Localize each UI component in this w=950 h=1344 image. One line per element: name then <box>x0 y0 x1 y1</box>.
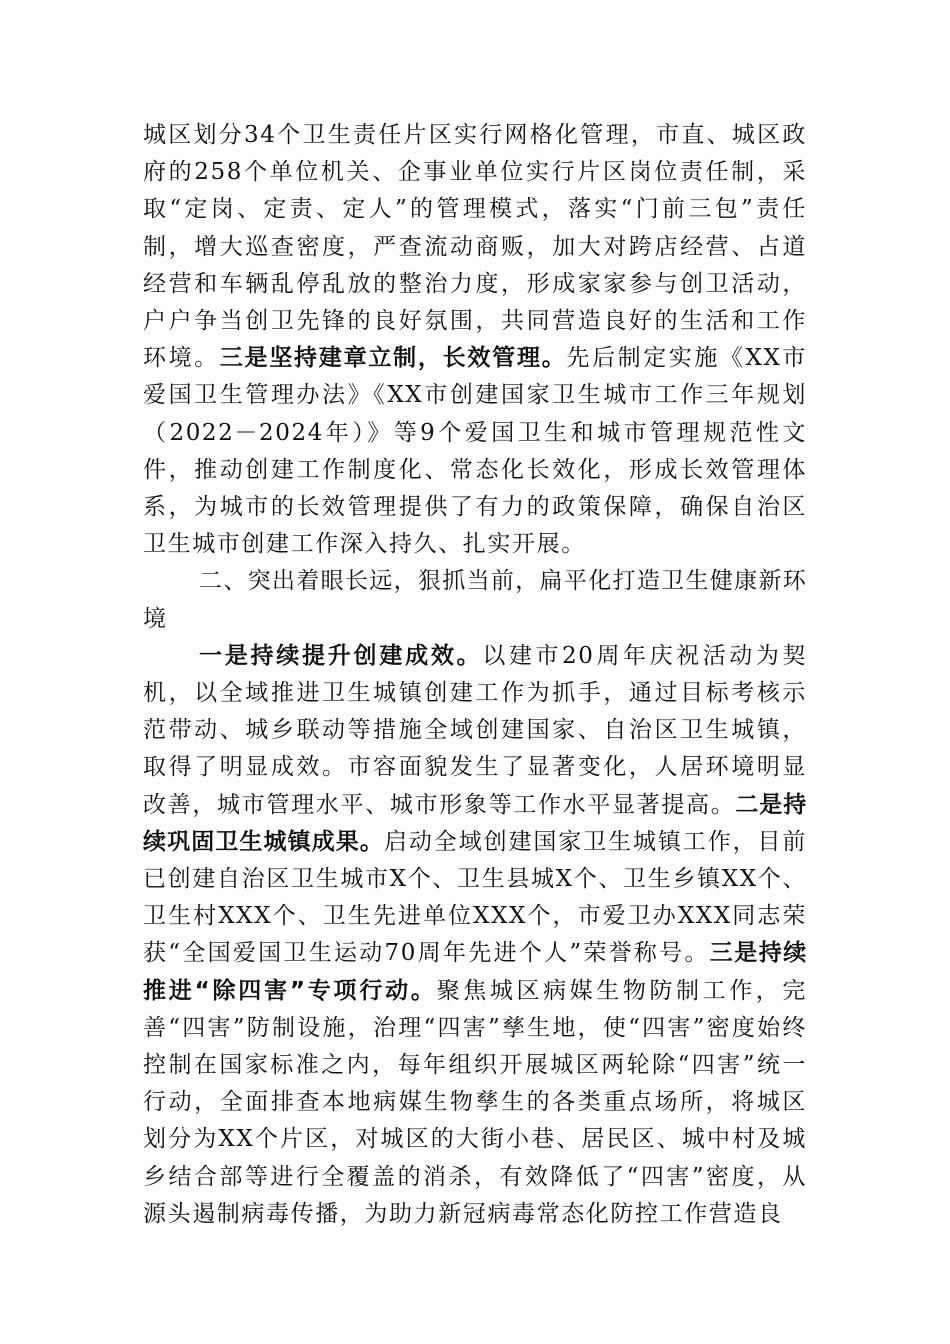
bold-lead-phrase: 三是持续推进“除四害”专项行动。 <box>143 940 807 1004</box>
body-text: 启动全域创建国家卫生城镇工作，目前已创建自治区卫生城市X个、卫生县城X个、卫生乡镇XX个、卫生村XXX个、卫生先进单位XXX个，市爱卫办XXX同志荣获“全国爱国卫生运动70周年先进个人”荣誉称号。 <box>143 828 807 967</box>
body-paragraph <box>143 638 807 1233</box>
bold-lead-phrase: 二是持续巩固卫生城镇成果。 <box>143 791 807 855</box>
body-text: 城区划分34个卫生责任片区实行网格化管理，市直、城区政府的258个单位机关、企事业单位实行片区岗位责任制，采取“定岗、定责、定人”的管理模式，落实“门前三包”责任制，增大巡查密度，严查流动商贩，加大对跨店经营、占道经营和车辆乱停乱放的整治力度，形成家家参与创卫活动，户户争当创卫先锋的良好氛围，共同营造良好的生活和工作环境。 <box>143 122 807 372</box>
body-text: 先后制定实施《XX市爱国卫生管理办法》《XX市创建国家卫生城市工作三年规划（2022－2024年）》等9个爱国卫生和城市管理规范性文件，推动创建工作制度化、常态化长效化，形成长效管理体系，为城市的长效管理提供了有力的政策保障，确保自治区卫生城市创建工作深入持久、扎实开展。 <box>143 345 808 558</box>
bold-lead-phrase: 三是坚持建章立制，长效管理。 <box>219 345 567 372</box>
body-text: 以建市20周年庆祝活动为契机，以全域推进卫生城镇创建工作为抓手，通过目标考核示范带动、城乡联动等措施全域创建国家、自治区卫生城镇，取得了明显成效。市容面貌发生了显著变化，人居环境明显改善，城市管理水平、城市形象等工作水平显著提高。 <box>143 642 807 818</box>
section-heading: 二、突出着眼长远，狠抓当前，扁平化打造卫生健康新环境 <box>143 568 807 632</box>
document-body <box>143 117 807 1233</box>
body-text: 聚焦城区病媒生物防制工作，完善“四害”防制设施，治理“四害”孳生地，使“四害”密度始终控制在国家标准之内，每年组织开展城区两轮除“四害”统一行动，全面排查本地病媒生物孳生的各类重点场所，将城区划分为XX个片区，对城区的大街小巷、居民区、城中村及城乡结合部等进行全覆盖的消杀，有效降低了“四害”密度，从源头遏制病毒传播，为助力新冠病毒常态化防控工作营造良 <box>143 977 807 1227</box>
body-paragraph <box>143 117 807 563</box>
bold-lead-phrase: 一是持续提升创建成效。 <box>199 642 483 669</box>
